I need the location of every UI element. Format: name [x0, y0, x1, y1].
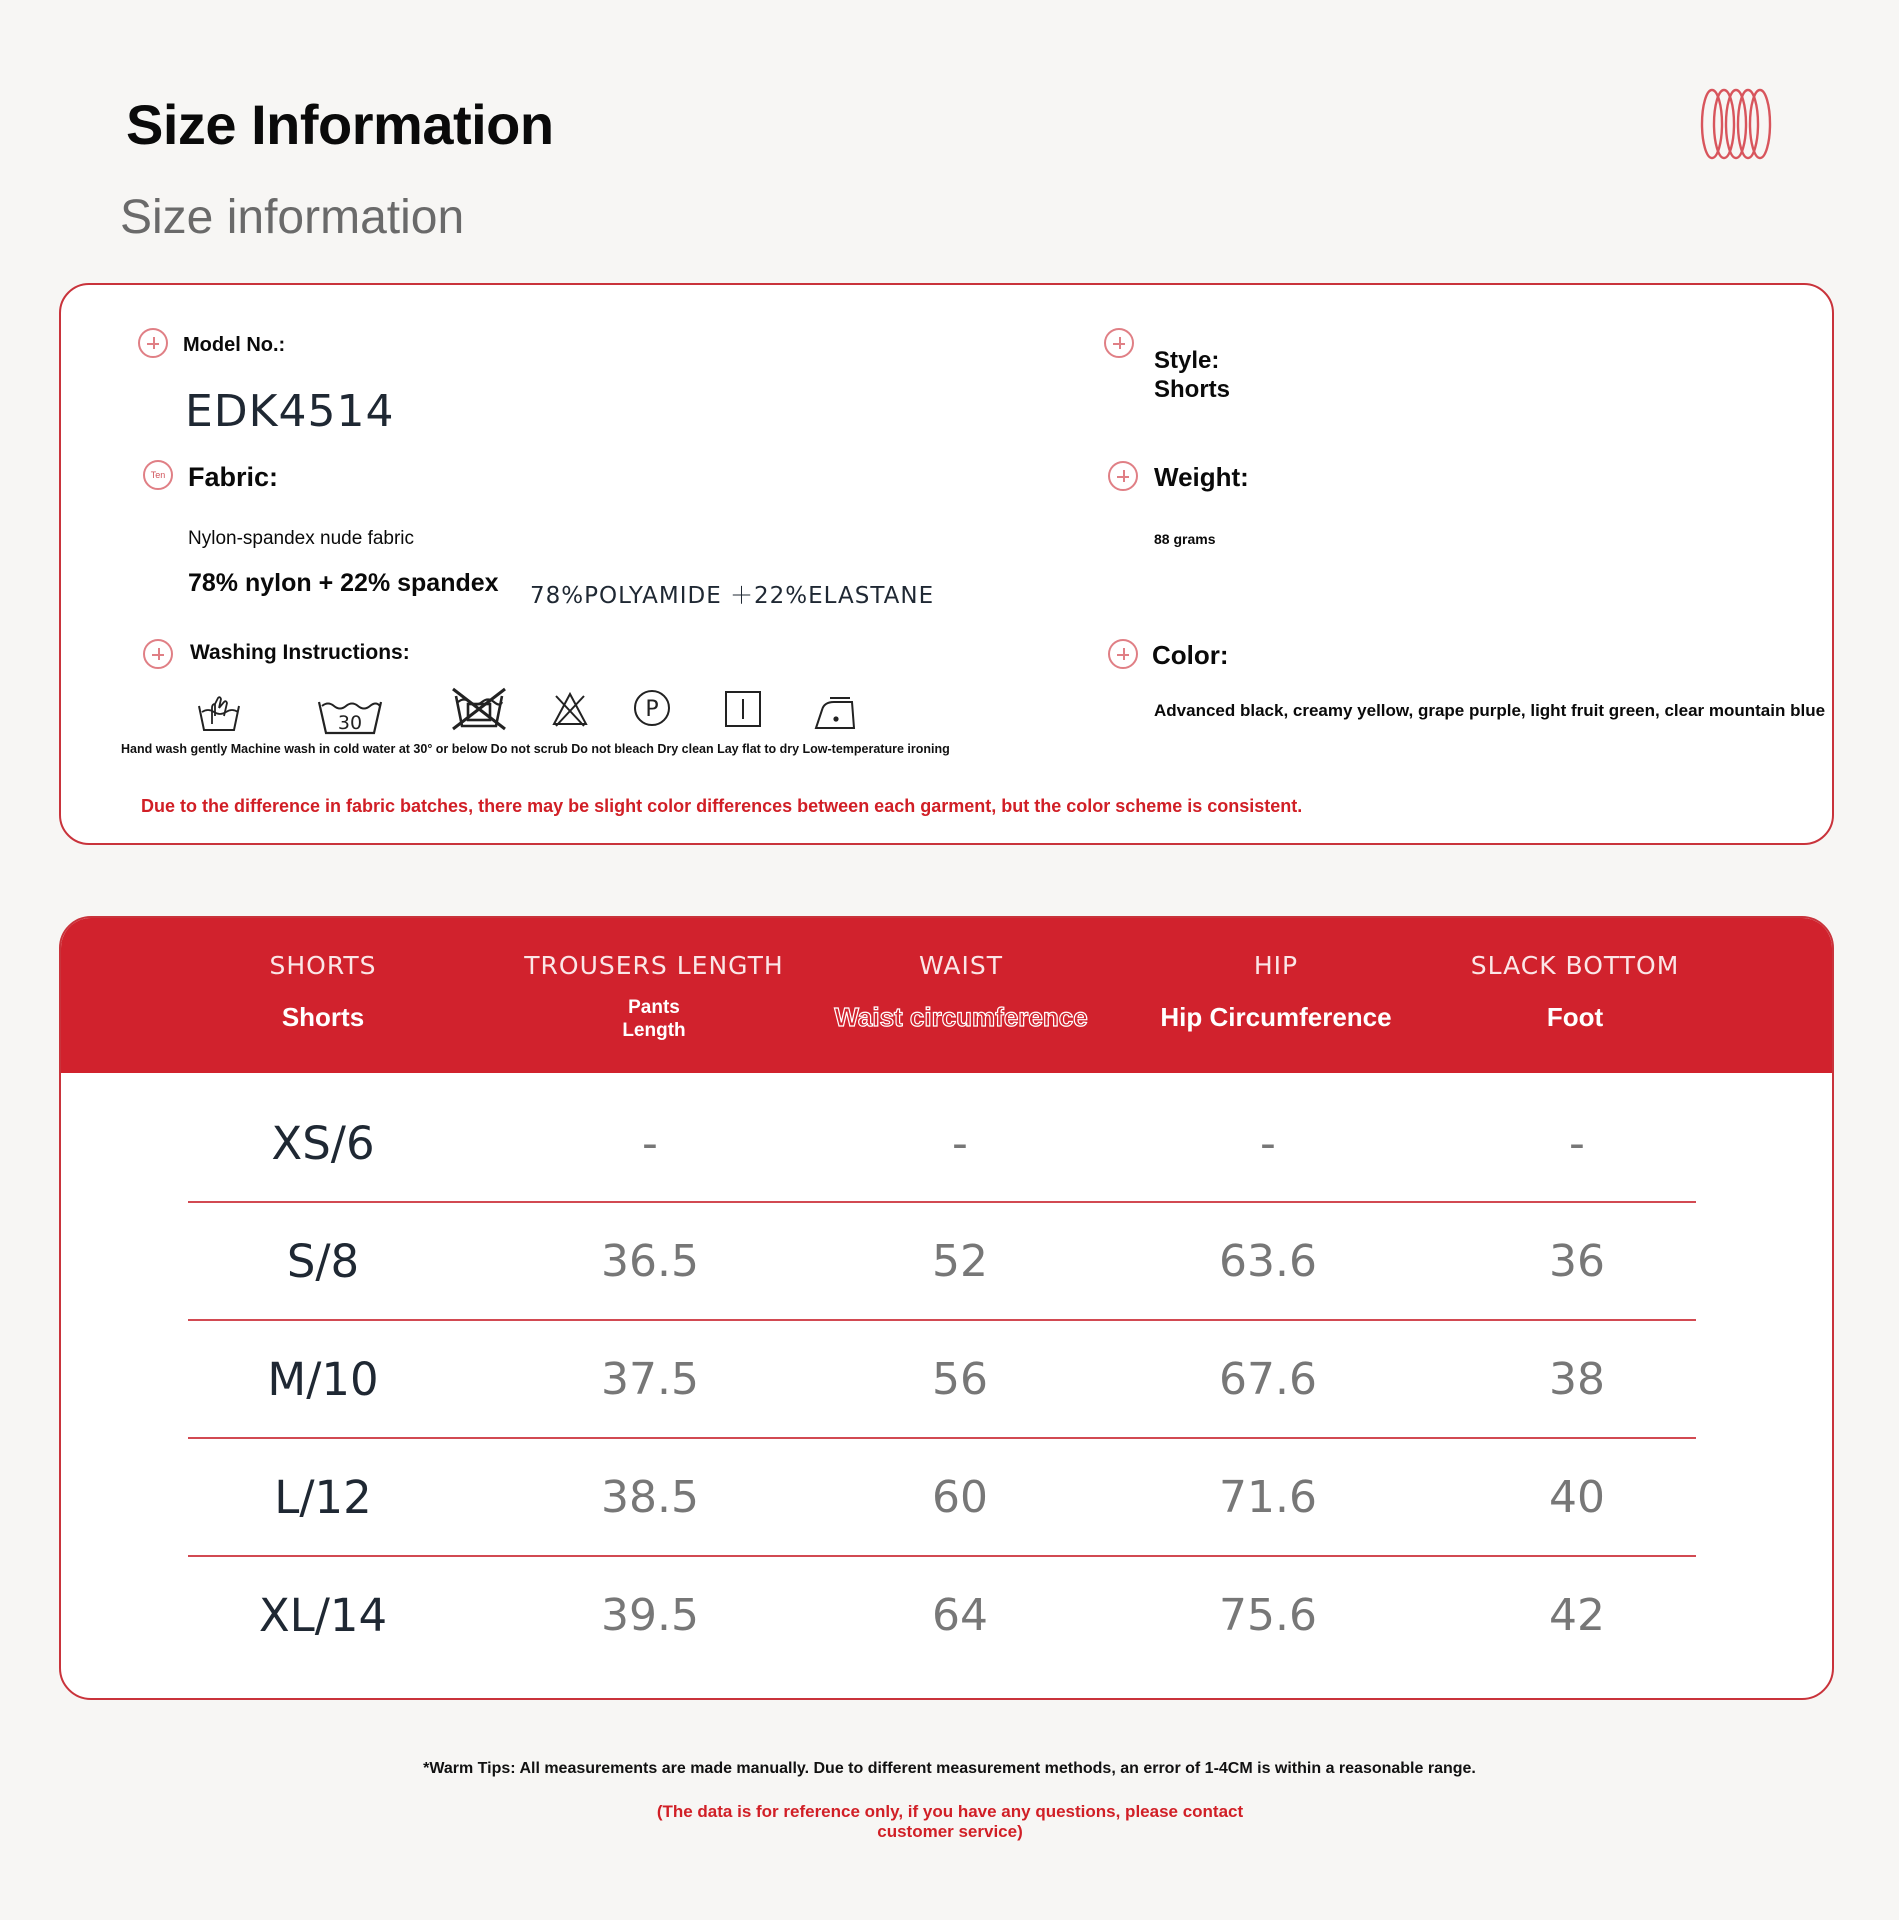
washing-label: Washing Instructions:	[190, 641, 410, 664]
column-header-label: Waist circumference	[834, 1002, 1088, 1032]
table-row	[188, 1557, 1696, 1675]
column-header-en: WAIST	[919, 951, 1003, 980]
do-not-bleach-icon	[551, 690, 589, 728]
lay-flat-dry-icon	[724, 690, 762, 728]
measurement-tip: *Warm Tips: All measurements are made manually. Due to different measurement methods, an error of 1-4CM is within a reasonable range.	[423, 1760, 1476, 1777]
waist-cell: 60	[932, 1472, 988, 1523]
table-row	[188, 1203, 1696, 1321]
bottom-cell: 36	[1549, 1236, 1605, 1287]
fabric-composition-en: 78%POLYAMIDE ＋22%ELASTANE	[530, 583, 935, 609]
column-header-en: SHORTS	[269, 951, 377, 980]
fabric-composition: 78% nylon + 22% spandex	[188, 569, 499, 597]
fabric-badge-icon: Ten	[143, 460, 173, 490]
dry-clean-icon	[632, 688, 672, 728]
brand-logo-icon	[1698, 86, 1774, 162]
waist-cell: -	[952, 1118, 968, 1169]
hip-cell: 67.6	[1219, 1354, 1317, 1405]
style-label: Style:	[1154, 347, 1220, 374]
bottom-cell: -	[1569, 1118, 1585, 1169]
fabric-label: Fabric:	[188, 462, 279, 492]
do-not-scrub-icon	[450, 686, 508, 732]
plus-icon	[1104, 328, 1134, 358]
low-temp-iron-icon	[812, 694, 860, 732]
size-cell: S/8	[286, 1235, 360, 1288]
waist-cell: 52	[932, 1236, 988, 1287]
plus-icon	[138, 328, 168, 358]
waist-cell: 56	[932, 1354, 988, 1405]
column-header-label: Hip Circumference	[1160, 1002, 1392, 1032]
weight-label: Weight:	[1154, 462, 1249, 492]
length-cell: -	[642, 1118, 658, 1169]
length-cell: 36.5	[601, 1236, 699, 1287]
size-cell: M/10	[267, 1353, 379, 1406]
hip-cell: 71.6	[1219, 1472, 1317, 1523]
model-label: Model No.:	[183, 334, 286, 356]
size-cell: XL/14	[258, 1589, 388, 1642]
waist-cell: 64	[932, 1590, 988, 1641]
column-header-en: SLACK BOTTOM	[1470, 951, 1680, 980]
size-cell: XS/6	[271, 1117, 375, 1170]
length-cell: 37.5	[601, 1354, 699, 1405]
hand-wash-icon	[196, 694, 242, 734]
table-row	[188, 1085, 1696, 1203]
table-row	[188, 1439, 1696, 1557]
page-subtitle: Size information	[120, 191, 465, 244]
model-value: EDK4514	[185, 386, 395, 437]
dry-clean-letter: P	[645, 697, 659, 722]
washing-caption: Hand wash gently Machine wash in cold water at 30° or below Do not scrub Do not bleach Dry clean Lay flat to dry Low-temperature ironing	[121, 742, 950, 756]
length-cell: 39.5	[601, 1590, 699, 1641]
table-row	[188, 1321, 1696, 1439]
machine-wash-30-icon	[316, 692, 384, 736]
bottom-cell: 38	[1549, 1354, 1605, 1405]
plus-icon	[1108, 461, 1138, 491]
color-label: Color:	[1152, 640, 1229, 670]
plus-icon	[143, 639, 173, 669]
plus-icon	[1108, 639, 1138, 669]
bottom-cell: 40	[1549, 1472, 1605, 1523]
hip-cell: 63.6	[1219, 1236, 1317, 1287]
product-info-card	[59, 283, 1834, 845]
style-value: Shorts	[1154, 376, 1231, 403]
size-table-header	[61, 918, 1832, 1073]
column-header-label: Shorts	[281, 1002, 365, 1032]
hip-cell: 75.6	[1219, 1590, 1317, 1641]
column-header-label: Pants Length	[622, 997, 686, 1041]
size-table	[59, 916, 1834, 1700]
color-difference-notice: Due to the difference in fabric batches, there may be slight color differences between each garment, but the color scheme is consistent.	[141, 796, 1303, 816]
column-header-en: HIP	[1253, 951, 1299, 980]
size-cell: L/12	[274, 1471, 372, 1524]
hip-cell: -	[1260, 1118, 1276, 1169]
fabric-description: Nylon-spandex nude fabric	[188, 528, 415, 549]
wash-temp: 30	[337, 712, 363, 734]
reference-note: (The data is for reference only, if you have any questions, please contact customer service)	[656, 1802, 1244, 1841]
page-title: Size Information	[126, 93, 554, 156]
length-cell: 38.5	[601, 1472, 699, 1523]
color-value: Advanced black, creamy yellow, grape purple, light fruit green, clear mountain blue	[1154, 701, 1826, 720]
weight-value: 88 grams	[1154, 531, 1216, 547]
column-header-label: Foot	[1546, 1002, 1604, 1032]
column-header-en: TROUSERS LENGTH	[524, 951, 784, 980]
bottom-cell: 42	[1549, 1590, 1605, 1641]
